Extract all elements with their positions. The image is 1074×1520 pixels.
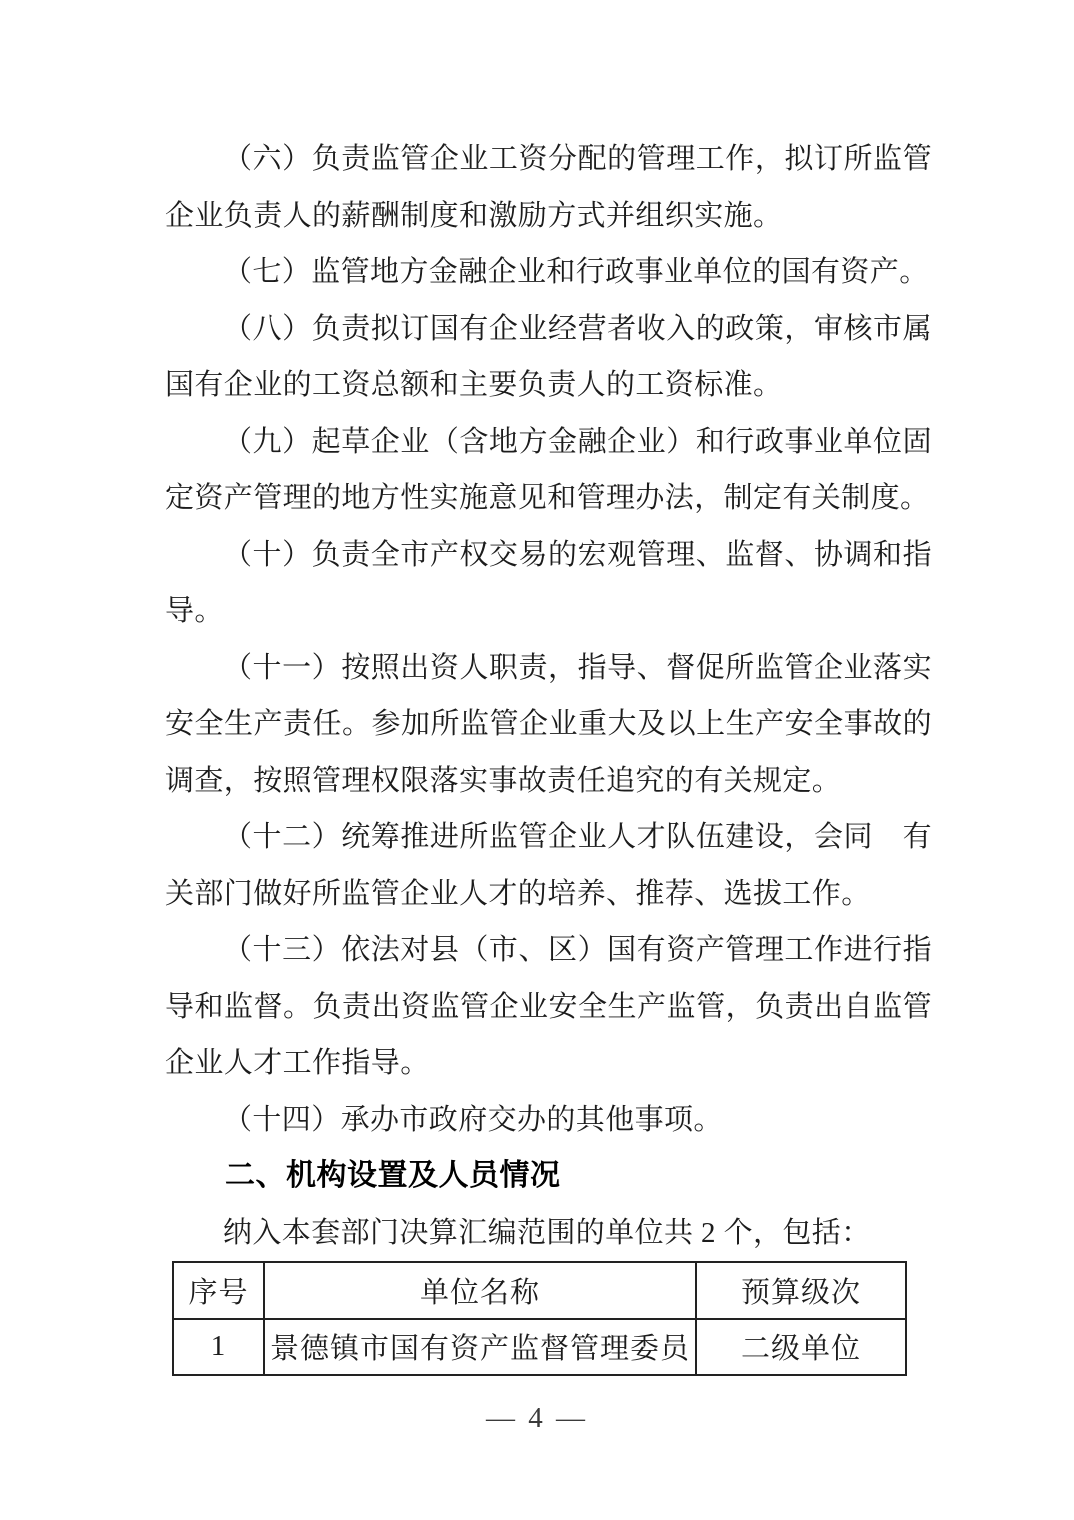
cell-index: 1 — [173, 1319, 264, 1376]
paragraph-item-11: （十一）按照出资人职责，指导、督促所监管企业落实安全生产责任。参加所监管企业重大及以上生产安全事故的调查，按照管理权限落实事故责任追究的有关规定。 — [165, 651, 932, 797]
paragraph-item-14: （十四）承办市政府交办的其他事项。 — [223, 1103, 723, 1136]
paragraph-item-6: （六）负责监管企业工资分配的管理工作，拟订所监管企业负责人的薪酬制度和激励方式并组织实施。 — [165, 143, 932, 232]
units-table — [172, 1261, 907, 1376]
intro-paragraph: 纳入本套部门决算汇编范围的单位共 2 个，包括： — [223, 1216, 871, 1249]
paragraph-item-12: （十二）统筹推进所监管企业人才队伍建设，会同 有关部门做好所监管企业人才的培养、推荐、选拔工作。 — [165, 821, 932, 910]
document-body — [165, 131, 932, 1376]
col-header-unit-name: 单位名称 — [264, 1262, 696, 1319]
paragraph-item-10: （十）负责全市产权交易的宏观管理、监督、协调和指导。 — [165, 538, 932, 627]
col-header-index: 序号 — [173, 1262, 264, 1319]
cell-budget-level: 二级单位 — [696, 1319, 906, 1376]
section-heading: 二、机构设置及人员情况 — [225, 1159, 561, 1192]
table-header-row — [173, 1262, 906, 1319]
cell-unit-name: 景德镇市国有资产监督管理委员 — [264, 1319, 696, 1376]
paragraph-item-7: （七）监管地方金融企业和行政事业单位的国有资产。 — [223, 256, 929, 288]
paragraph-item-8: （八）负责拟订国有企业经营者收入的政策，审核市属国有企业的工资总额和主要负责人的工资标准。 — [165, 312, 932, 401]
table-row — [173, 1319, 906, 1376]
col-header-budget-level: 预算级次 — [696, 1262, 906, 1319]
page-number: — 4 — — [486, 1402, 588, 1434]
paragraph-item-13: （十三）依法对县（市、区）国有资产管理工作进行指导和监督。负责出资监管企业安全生产监管，负责出自监管企业人才工作指导。 — [165, 934, 932, 1079]
paragraph-item-9: （九）起草企业（含地方金融企业）和行政事业单位固定资产管理的地方性实施意见和管理办法，制定有关制度。 — [165, 425, 932, 514]
